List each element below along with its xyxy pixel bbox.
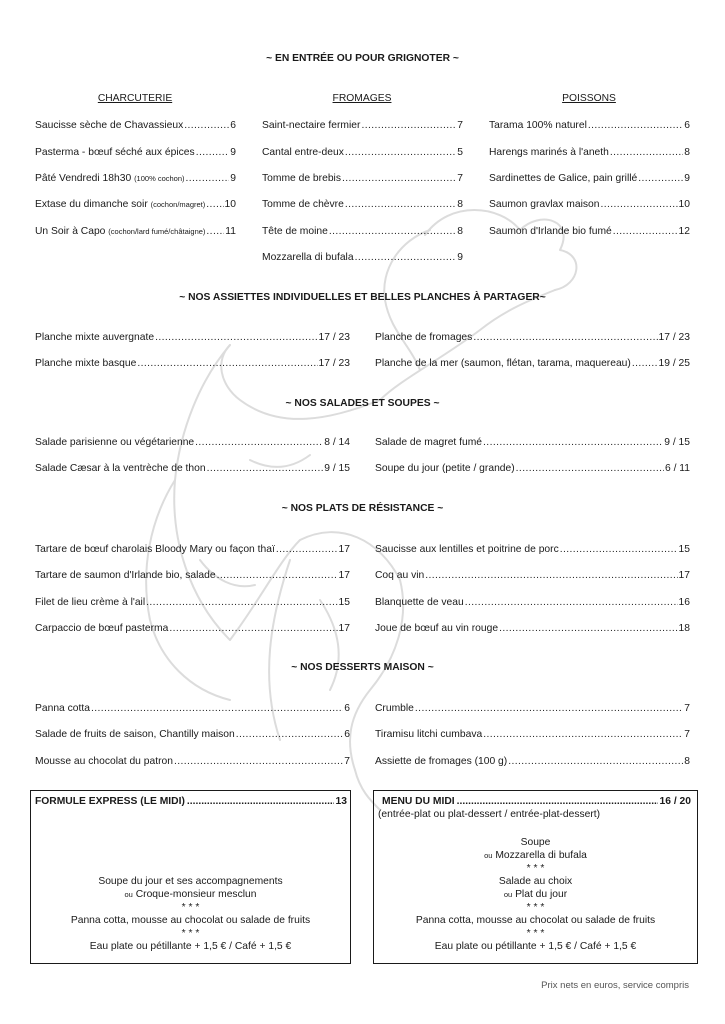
column-header-fromages: FROMAGES [332, 93, 392, 104]
menu-midi-line: ou Mozzarella di bufala [484, 850, 587, 861]
menu-midi-separator: * * * [526, 928, 545, 939]
formule-line: ou Croque-monsieur mesclun [124, 889, 257, 900]
menu-item: Carpaccio de bœuf pasterma ..... 17 [35, 622, 350, 635]
formule-line: Panna cotta, mousse au chocolat ou salade de fruits [70, 915, 311, 926]
section-title-salades: ~ NOS SALADES ET SOUPES ~ [285, 398, 440, 409]
formule-line: Eau plate ou pétillante + 1,5 € / Café + 1,5 € [89, 941, 292, 952]
formule-express-price: 13 [335, 796, 347, 807]
formule-express-title: FORMULE EXPRESS (LE MIDI) [35, 796, 185, 807]
menu-item: Saucisse sèche de Chavassieux ..... 6 [35, 119, 236, 132]
menu-midi-header [382, 796, 691, 807]
menu-item: Coq au vin ..... 17 [375, 569, 690, 582]
menu-midi-line: Salade au choix [498, 876, 573, 887]
menu-midi-separator: * * * [526, 863, 545, 874]
menu-item: Cantal entre-deux ..... 5 [262, 146, 463, 159]
menu-item: Salade parisienne ou végétarienne ..... 8 / 14 [35, 436, 350, 449]
menu-item: Salade de fruits de saison, Chantilly maison ..... 6 [35, 728, 350, 741]
menu-item: Saint-nectaire fermier ..... 7 [262, 119, 463, 132]
menu-item: Assiette de fromages (100 g) ..... 8 [375, 755, 690, 768]
section-title-assiettes: ~ NOS ASSIETTES INDIVIDUELLES ET BELLES PLANCHES À PARTAGER~ [179, 292, 546, 303]
menu-item: Extase du dimanche soir (cochon/magret) ..... 10 [35, 198, 236, 211]
menu-item: Un Soir à Capo (cochon/lard fumé/châtaigne) ..... 11 [35, 225, 236, 238]
menu-midi-line: ou Plat du jour [503, 889, 568, 900]
section-title-entree: ~ EN ENTRÉE OU POUR GRIGNOTER ~ [266, 53, 459, 64]
menu-midi-title: MENU DU MIDI [382, 796, 455, 807]
menu-item: Pasterma - bœuf séché aux épices ..... 9 [35, 146, 236, 159]
menu-item: Tomme de brebis ..... 7 [262, 172, 463, 185]
menu-item: Panna cotta ..... 6 [35, 702, 350, 715]
menu-midi-subtitle: (entrée-plat ou plat-dessert / entrée-plat-dessert) [378, 809, 601, 820]
menu-item: Joue de bœuf au vin rouge ..... 18 [375, 622, 690, 635]
footer-note: Prix nets en euros, service compris [541, 980, 689, 991]
menu-item: Pâté Vendredi 18h30 (100% cochon) ..... 9 [35, 172, 236, 185]
menu-item: Salade de magret fumé ..... 9 / 15 [375, 436, 690, 449]
menu-midi-separator: * * * [526, 902, 545, 913]
column-header-charcuterie: CHARCUTERIE [97, 93, 173, 104]
menu-item: Tête de moine ..... 8 [262, 225, 463, 238]
menu-item: Tarama 100% naturel ..... 6 [489, 119, 690, 132]
menu-item: Harengs marinés à l'aneth ..... 8 [489, 146, 690, 159]
menu-item: Filet de lieu crème à l'ail ..... 15 [35, 596, 350, 609]
menu-item: Blanquette de veau ..... 16 [375, 596, 690, 609]
menu-midi-price: 16 / 20 [659, 796, 691, 807]
section-title-plats: ~ NOS PLATS DE RÉSISTANCE ~ [281, 503, 444, 514]
formule-separator: * * * [181, 902, 200, 913]
section-title-desserts: ~ NOS DESSERTS MAISON ~ [291, 662, 434, 673]
menu-item: Tartare de saumon d'Irlande bio, salade ..... 17 [35, 569, 350, 582]
menu-item: Saumon d'Irlande bio fumé ..... 12 [489, 225, 690, 238]
menu-item: Saumon gravlax maison ..... 10 [489, 198, 690, 211]
menu-item: Salade Cæsar à la ventrèche de thon ..... 9 / 15 [35, 462, 350, 475]
formule-line: Soupe du jour et ses accompagnements [98, 876, 283, 887]
menu-item: Mousse au chocolat du patron ..... 7 [35, 755, 350, 768]
menu-item: Tartare de bœuf charolais Bloody Mary ou façon thaï ..... 17 [35, 543, 350, 556]
formule-express-header [35, 796, 347, 807]
menu-item: Planche mixte basque ..... 17 / 23 [35, 357, 350, 370]
menu-item: Mozzarella di bufala ..... 9 [262, 251, 463, 264]
menu-item: Tiramisu litchi cumbava ..... 7 [375, 728, 690, 741]
menu-item: Planche mixte auvergnate ..... 17 / 23 [35, 331, 350, 344]
menu-midi-line: Panna cotta, mousse au chocolat ou salade de fruits [415, 915, 656, 926]
menu-item: Planche de la mer (saumon, flétan, tarama, maquereau) ..... 19 / 25 [375, 357, 690, 370]
menu-item: Tomme de chèvre ..... 8 [262, 198, 463, 211]
menu-item: Sardinettes de Galice, pain grillé ..... 9 [489, 172, 690, 185]
menu-item: Planche de fromages ..... 17 / 23 [375, 331, 690, 344]
formule-separator: * * * [181, 928, 200, 939]
menu-midi-line: Eau plate ou pétillante + 1,5 € / Café + 1,5 € [434, 941, 637, 952]
column-header-poissons: POISSONS [562, 93, 616, 104]
menu-item: Saucisse aux lentilles et poitrine de porc ..... 15 [375, 543, 690, 556]
menu-item: Soupe du jour (petite / grande) ..... 6 / 11 [375, 462, 690, 475]
menu-midi-line: Soupe [520, 837, 551, 848]
menu-item: Crumble ..... 7 [375, 702, 690, 715]
